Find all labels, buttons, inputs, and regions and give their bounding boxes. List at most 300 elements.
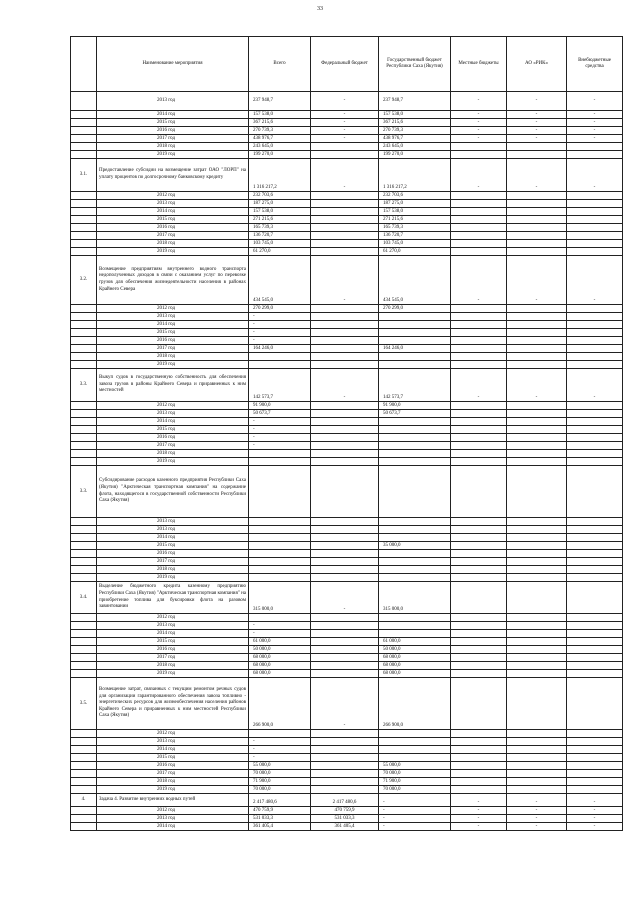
cell-total xyxy=(249,550,311,558)
cell-federal: - xyxy=(311,369,379,402)
cell-regional: 35 000,0 xyxy=(379,542,451,550)
cell-local xyxy=(451,558,507,566)
cell-number xyxy=(71,151,97,159)
cell-total xyxy=(249,353,311,361)
cell-name: Выкуп судов в государственную собственность для обеспечения завоза грузов в районы Крайнего Севера и приравненных к ним местностей xyxy=(97,369,249,402)
cell-number xyxy=(71,305,97,313)
cell-number xyxy=(71,630,97,638)
cell-extrabudget: - xyxy=(567,256,623,305)
cell-rik xyxy=(507,638,567,646)
cell-federal xyxy=(311,730,379,738)
cell-name: 2013 год xyxy=(97,92,249,111)
cell-rik: - xyxy=(507,92,567,111)
cell-federal xyxy=(311,542,379,550)
cell-local xyxy=(451,418,507,426)
cell-local xyxy=(451,151,507,159)
table-row xyxy=(71,151,623,159)
cell-federal xyxy=(311,646,379,654)
cell-number xyxy=(71,526,97,534)
cell-federal xyxy=(311,630,379,638)
cell-number xyxy=(71,192,97,200)
cell-name: 2018 год xyxy=(97,778,249,786)
cell-regional xyxy=(379,574,451,582)
cell-total xyxy=(249,574,311,582)
table-row xyxy=(71,574,623,582)
cell-name: 2018 год xyxy=(97,143,249,151)
cell-local xyxy=(451,208,507,216)
cell-rik: - xyxy=(507,794,567,807)
table-row xyxy=(71,337,623,345)
cell-number: 3.2. xyxy=(71,256,97,305)
cell-rik xyxy=(507,550,567,558)
table-row xyxy=(71,786,623,794)
cell-regional: 68 000,0 xyxy=(379,670,451,678)
cell-name: 2019 год xyxy=(97,574,249,582)
cell-total: - xyxy=(249,622,311,630)
cell-total: - xyxy=(249,630,311,638)
table-row xyxy=(71,240,623,248)
cell-local xyxy=(451,786,507,794)
cell-rik xyxy=(507,754,567,762)
table-row xyxy=(71,127,623,135)
table-row xyxy=(71,248,623,256)
cell-local xyxy=(451,216,507,224)
cell-extrabudget xyxy=(567,337,623,345)
cell-federal xyxy=(311,754,379,762)
table-row xyxy=(71,224,623,232)
cell-federal xyxy=(311,746,379,754)
cell-rik xyxy=(507,458,567,466)
cell-total: 531 033,3 xyxy=(249,815,311,823)
cell-local: - xyxy=(451,369,507,402)
cell-local xyxy=(451,240,507,248)
cell-regional: 70 000,0 xyxy=(379,770,451,778)
cell-name: 2015 год xyxy=(97,638,249,646)
cell-local xyxy=(451,526,507,534)
cell-federal xyxy=(311,566,379,574)
cell-total: 157 538,0 xyxy=(249,208,311,216)
cell-regional xyxy=(379,566,451,574)
page-number: 33 xyxy=(317,6,323,12)
cell-federal: 531 033,3 xyxy=(311,815,379,823)
cell-local: - xyxy=(451,119,507,127)
cell-total: 361 405,4 xyxy=(249,823,311,831)
table-row xyxy=(71,442,623,450)
table-row xyxy=(71,92,623,111)
cell-federal: - xyxy=(311,678,379,730)
cell-total: 2 417 480,6 xyxy=(249,794,311,807)
cell-rik xyxy=(507,410,567,418)
table-row xyxy=(71,369,623,402)
cell-regional: 270 299,0 xyxy=(379,305,451,313)
cell-total: 61 270,0 xyxy=(249,248,311,256)
cell-number xyxy=(71,248,97,256)
cell-number xyxy=(71,730,97,738)
cell-regional: 136 720,7 xyxy=(379,232,451,240)
cell-regional xyxy=(379,746,451,754)
cell-extrabudget xyxy=(567,542,623,550)
cell-extrabudget xyxy=(567,151,623,159)
cell-rik xyxy=(507,622,567,630)
cell-name: Задача 4. Развитие внутренних водных путей xyxy=(97,794,249,807)
cell-number xyxy=(71,566,97,574)
cell-local xyxy=(451,542,507,550)
cell-total: 187 275,0 xyxy=(249,200,311,208)
cell-extrabudget xyxy=(567,670,623,678)
cell-total: 157 538,0 xyxy=(249,111,311,119)
cell-federal xyxy=(311,770,379,778)
cell-extrabudget xyxy=(567,232,623,240)
cell-name: 2013 год xyxy=(97,815,249,823)
cell-name: Возмещение предприятиям внутреннего водного транспорта недополученных доходов в связи с оказанием услуг по перевозке грузов для обеспечения жизнедеятельности населения в районах Крайнего Севера xyxy=(97,256,249,305)
cell-federal xyxy=(311,313,379,321)
cell-local xyxy=(451,550,507,558)
cell-extrabudget xyxy=(567,746,623,754)
cell-regional: 142 573,7 xyxy=(379,369,451,402)
table-row xyxy=(71,305,623,313)
cell-regional: 55 000,0 xyxy=(379,762,451,770)
cell-extrabudget xyxy=(567,654,623,662)
cell-total xyxy=(249,542,311,550)
cell-total: 68 000,0 xyxy=(249,654,311,662)
cell-name: 2017 год xyxy=(97,558,249,566)
cell-extrabudget: - xyxy=(567,135,623,143)
cell-federal xyxy=(311,434,379,442)
cell-regional xyxy=(379,426,451,434)
cell-federal xyxy=(311,458,379,466)
table-row xyxy=(71,823,623,831)
cell-number xyxy=(71,786,97,794)
cell-name: 2013 год xyxy=(97,518,249,526)
cell-number xyxy=(71,208,97,216)
cell-number: 3.5. xyxy=(71,678,97,730)
cell-extrabudget xyxy=(567,646,623,654)
cell-regional: 271 215,6 xyxy=(379,216,451,224)
cell-rik xyxy=(507,353,567,361)
table-row xyxy=(71,582,623,614)
cell-total: 91 900,0 xyxy=(249,402,311,410)
cell-local xyxy=(451,337,507,345)
cell-name: 2014 год xyxy=(97,746,249,754)
table-row xyxy=(71,410,623,418)
cell-number xyxy=(71,662,97,670)
cell-federal xyxy=(311,410,379,418)
cell-local xyxy=(451,670,507,678)
cell-total: 50 673,7 xyxy=(249,410,311,418)
cell-local: - xyxy=(451,823,507,831)
cell-rik xyxy=(507,558,567,566)
cell-extrabudget xyxy=(567,778,623,786)
cell-extrabudget: - xyxy=(567,92,623,111)
cell-number xyxy=(71,200,97,208)
table-row xyxy=(71,646,623,654)
cell-extrabudget xyxy=(567,434,623,442)
col-header-total: Всего xyxy=(249,37,311,92)
cell-rik xyxy=(507,434,567,442)
cell-name: 2014 год xyxy=(97,630,249,638)
cell-number xyxy=(71,815,97,823)
cell-regional: 61 270,0 xyxy=(379,248,451,256)
table-row xyxy=(71,518,623,526)
cell-extrabudget: - xyxy=(567,815,623,823)
cell-local: - xyxy=(451,807,507,815)
cell-extrabudget: - xyxy=(567,119,623,127)
cell-rik xyxy=(507,678,567,730)
cell-local xyxy=(451,614,507,622)
cell-name: 2014 год xyxy=(97,534,249,542)
cell-number xyxy=(71,442,97,450)
cell-name: 2012 год xyxy=(97,807,249,815)
cell-total: 165 739,3 xyxy=(249,224,311,232)
cell-number xyxy=(71,119,97,127)
cell-regional: 434 545,0 xyxy=(379,256,451,305)
table-row xyxy=(71,754,623,762)
cell-local xyxy=(451,518,507,526)
cell-federal xyxy=(311,248,379,256)
table-row xyxy=(71,542,623,550)
cell-regional: 199 270,0 xyxy=(379,151,451,159)
table-row xyxy=(71,135,623,143)
cell-regional: 165 739,3 xyxy=(379,224,451,232)
cell-regional: 438 976,7 xyxy=(379,135,451,143)
cell-total: - xyxy=(249,442,311,450)
cell-local xyxy=(451,450,507,458)
cell-federal xyxy=(311,208,379,216)
cell-extrabudget xyxy=(567,622,623,630)
table-header-row xyxy=(71,37,623,92)
cell-rik xyxy=(507,574,567,582)
cell-rik xyxy=(507,762,567,770)
cell-number xyxy=(71,770,97,778)
cell-extrabudget: - xyxy=(567,159,623,192)
cell-number xyxy=(71,418,97,426)
table-row xyxy=(71,466,623,518)
cell-regional: - xyxy=(379,815,451,823)
cell-regional: 237 948,7 xyxy=(379,92,451,111)
cell-total xyxy=(249,558,311,566)
cell-extrabudget xyxy=(567,614,623,622)
cell-rik xyxy=(507,143,567,151)
cell-regional: - xyxy=(379,794,451,807)
cell-name: 2015 год xyxy=(97,329,249,337)
cell-number xyxy=(71,127,97,135)
cell-number xyxy=(71,450,97,458)
cell-regional xyxy=(379,526,451,534)
table-row xyxy=(71,670,623,678)
cell-regional: 232 703,6 xyxy=(379,192,451,200)
cell-extrabudget xyxy=(567,770,623,778)
cell-federal: 361 405,4 xyxy=(311,823,379,831)
cell-name: 2013 год xyxy=(97,410,249,418)
cell-regional: 315 000,0 xyxy=(379,582,451,614)
cell-rik: - xyxy=(507,119,567,127)
cell-local xyxy=(451,654,507,662)
cell-number xyxy=(71,778,97,786)
cell-local xyxy=(451,534,507,542)
cell-number: 3.3. xyxy=(71,466,97,518)
cell-rik xyxy=(507,329,567,337)
cell-name: 2019 год xyxy=(97,248,249,256)
cell-federal xyxy=(311,418,379,426)
cell-local xyxy=(451,738,507,746)
cell-local xyxy=(451,746,507,754)
cell-name: 2016 год xyxy=(97,550,249,558)
cell-federal xyxy=(311,329,379,337)
table-body xyxy=(71,92,623,831)
cell-extrabudget xyxy=(567,192,623,200)
cell-extrabudget xyxy=(567,526,623,534)
cell-number xyxy=(71,746,97,754)
cell-rik xyxy=(507,450,567,458)
cell-name: 2015 год xyxy=(97,216,249,224)
cell-number: 4. xyxy=(71,794,97,807)
cell-total xyxy=(249,361,311,369)
table-row xyxy=(71,143,623,151)
cell-total: 237 948,7 xyxy=(249,92,311,111)
cell-federal xyxy=(311,518,379,526)
cell-local xyxy=(451,582,507,614)
cell-rik: - xyxy=(507,127,567,135)
cell-name: 2017 год xyxy=(97,442,249,450)
cell-total: - xyxy=(249,746,311,754)
cell-local xyxy=(451,770,507,778)
cell-name: 2012 год xyxy=(97,305,249,313)
cell-number xyxy=(71,550,97,558)
col-header-rik: АО «РИК» xyxy=(507,37,567,92)
table-row xyxy=(71,526,623,534)
cell-local xyxy=(451,622,507,630)
table-row xyxy=(71,119,623,127)
cell-rik xyxy=(507,240,567,248)
cell-total: 136 720,7 xyxy=(249,232,311,240)
table-row xyxy=(71,159,623,192)
cell-rik xyxy=(507,192,567,200)
cell-extrabudget xyxy=(567,566,623,574)
cell-extrabudget xyxy=(567,240,623,248)
cell-regional: 71 900,0 xyxy=(379,778,451,786)
cell-rik: - xyxy=(507,807,567,815)
cell-name: 2017 год xyxy=(97,135,249,143)
cell-regional: 91 900,0 xyxy=(379,402,451,410)
cell-name: 2014 год xyxy=(97,111,249,119)
cell-name: 2017 год xyxy=(97,232,249,240)
cell-extrabudget xyxy=(567,353,623,361)
cell-extrabudget xyxy=(567,574,623,582)
cell-regional: 70 000,0 xyxy=(379,786,451,794)
cell-local xyxy=(451,410,507,418)
table-row xyxy=(71,566,623,574)
cell-number xyxy=(71,143,97,151)
cell-extrabudget: - xyxy=(567,794,623,807)
cell-local xyxy=(451,762,507,770)
cell-local xyxy=(451,754,507,762)
cell-rik xyxy=(507,426,567,434)
cell-local xyxy=(451,778,507,786)
cell-local: - xyxy=(451,256,507,305)
cell-extrabudget xyxy=(567,738,623,746)
cell-number xyxy=(71,670,97,678)
cell-regional xyxy=(379,614,451,622)
cell-total xyxy=(249,534,311,542)
cell-rik: - xyxy=(507,823,567,831)
table-row xyxy=(71,614,623,622)
cell-regional xyxy=(379,329,451,337)
cell-federal xyxy=(311,450,379,458)
cell-extrabudget xyxy=(567,442,623,450)
cell-extrabudget xyxy=(567,208,623,216)
cell-local xyxy=(451,638,507,646)
cell-rik: - xyxy=(507,135,567,143)
cell-extrabudget xyxy=(567,786,623,794)
cell-number xyxy=(71,426,97,434)
table-row xyxy=(71,313,623,321)
col-header-local: Местные бюджеты xyxy=(451,37,507,92)
cell-rik: - xyxy=(507,256,567,305)
cell-local xyxy=(451,574,507,582)
cell-extrabudget xyxy=(567,730,623,738)
cell-regional xyxy=(379,550,451,558)
col-header-regional: Государственный бюджет Республики Саха (Якутия) xyxy=(379,37,451,92)
cell-total: 61 000,0 xyxy=(249,638,311,646)
cell-total: 470 759,9 xyxy=(249,807,311,815)
cell-federal xyxy=(311,762,379,770)
cell-rik xyxy=(507,646,567,654)
cell-federal xyxy=(311,550,379,558)
cell-number xyxy=(71,321,97,329)
cell-local xyxy=(451,678,507,730)
cell-number xyxy=(71,807,97,815)
cell-name: 2013 год xyxy=(97,738,249,746)
cell-federal: - xyxy=(311,582,379,614)
cell-total xyxy=(249,614,311,622)
cell-rik xyxy=(507,534,567,542)
cell-number xyxy=(71,111,97,119)
table-row xyxy=(71,762,623,770)
table-row xyxy=(71,662,623,670)
table-row xyxy=(71,321,623,329)
cell-number xyxy=(71,654,97,662)
cell-number xyxy=(71,361,97,369)
cell-federal xyxy=(311,216,379,224)
cell-regional: 61 000,0 xyxy=(379,638,451,646)
cell-rik xyxy=(507,662,567,670)
cell-rik xyxy=(507,778,567,786)
cell-federal xyxy=(311,466,379,518)
table-row xyxy=(71,778,623,786)
cell-total: - xyxy=(249,434,311,442)
cell-extrabudget xyxy=(567,662,623,670)
cell-extrabudget xyxy=(567,630,623,638)
cell-local xyxy=(451,426,507,434)
cell-number xyxy=(71,232,97,240)
cell-extrabudget xyxy=(567,329,623,337)
cell-extrabudget xyxy=(567,305,623,313)
cell-federal xyxy=(311,622,379,630)
cell-extrabudget xyxy=(567,345,623,353)
cell-regional: 367 215,6 xyxy=(379,119,451,127)
cell-number xyxy=(71,216,97,224)
cell-rik xyxy=(507,786,567,794)
cell-regional xyxy=(379,353,451,361)
cell-federal xyxy=(311,200,379,208)
cell-federal xyxy=(311,574,379,582)
table-row xyxy=(71,402,623,410)
cell-local xyxy=(451,361,507,369)
cell-total xyxy=(249,526,311,534)
cell-rik xyxy=(507,518,567,526)
cell-name: 2019 год xyxy=(97,670,249,678)
cell-local xyxy=(451,248,507,256)
